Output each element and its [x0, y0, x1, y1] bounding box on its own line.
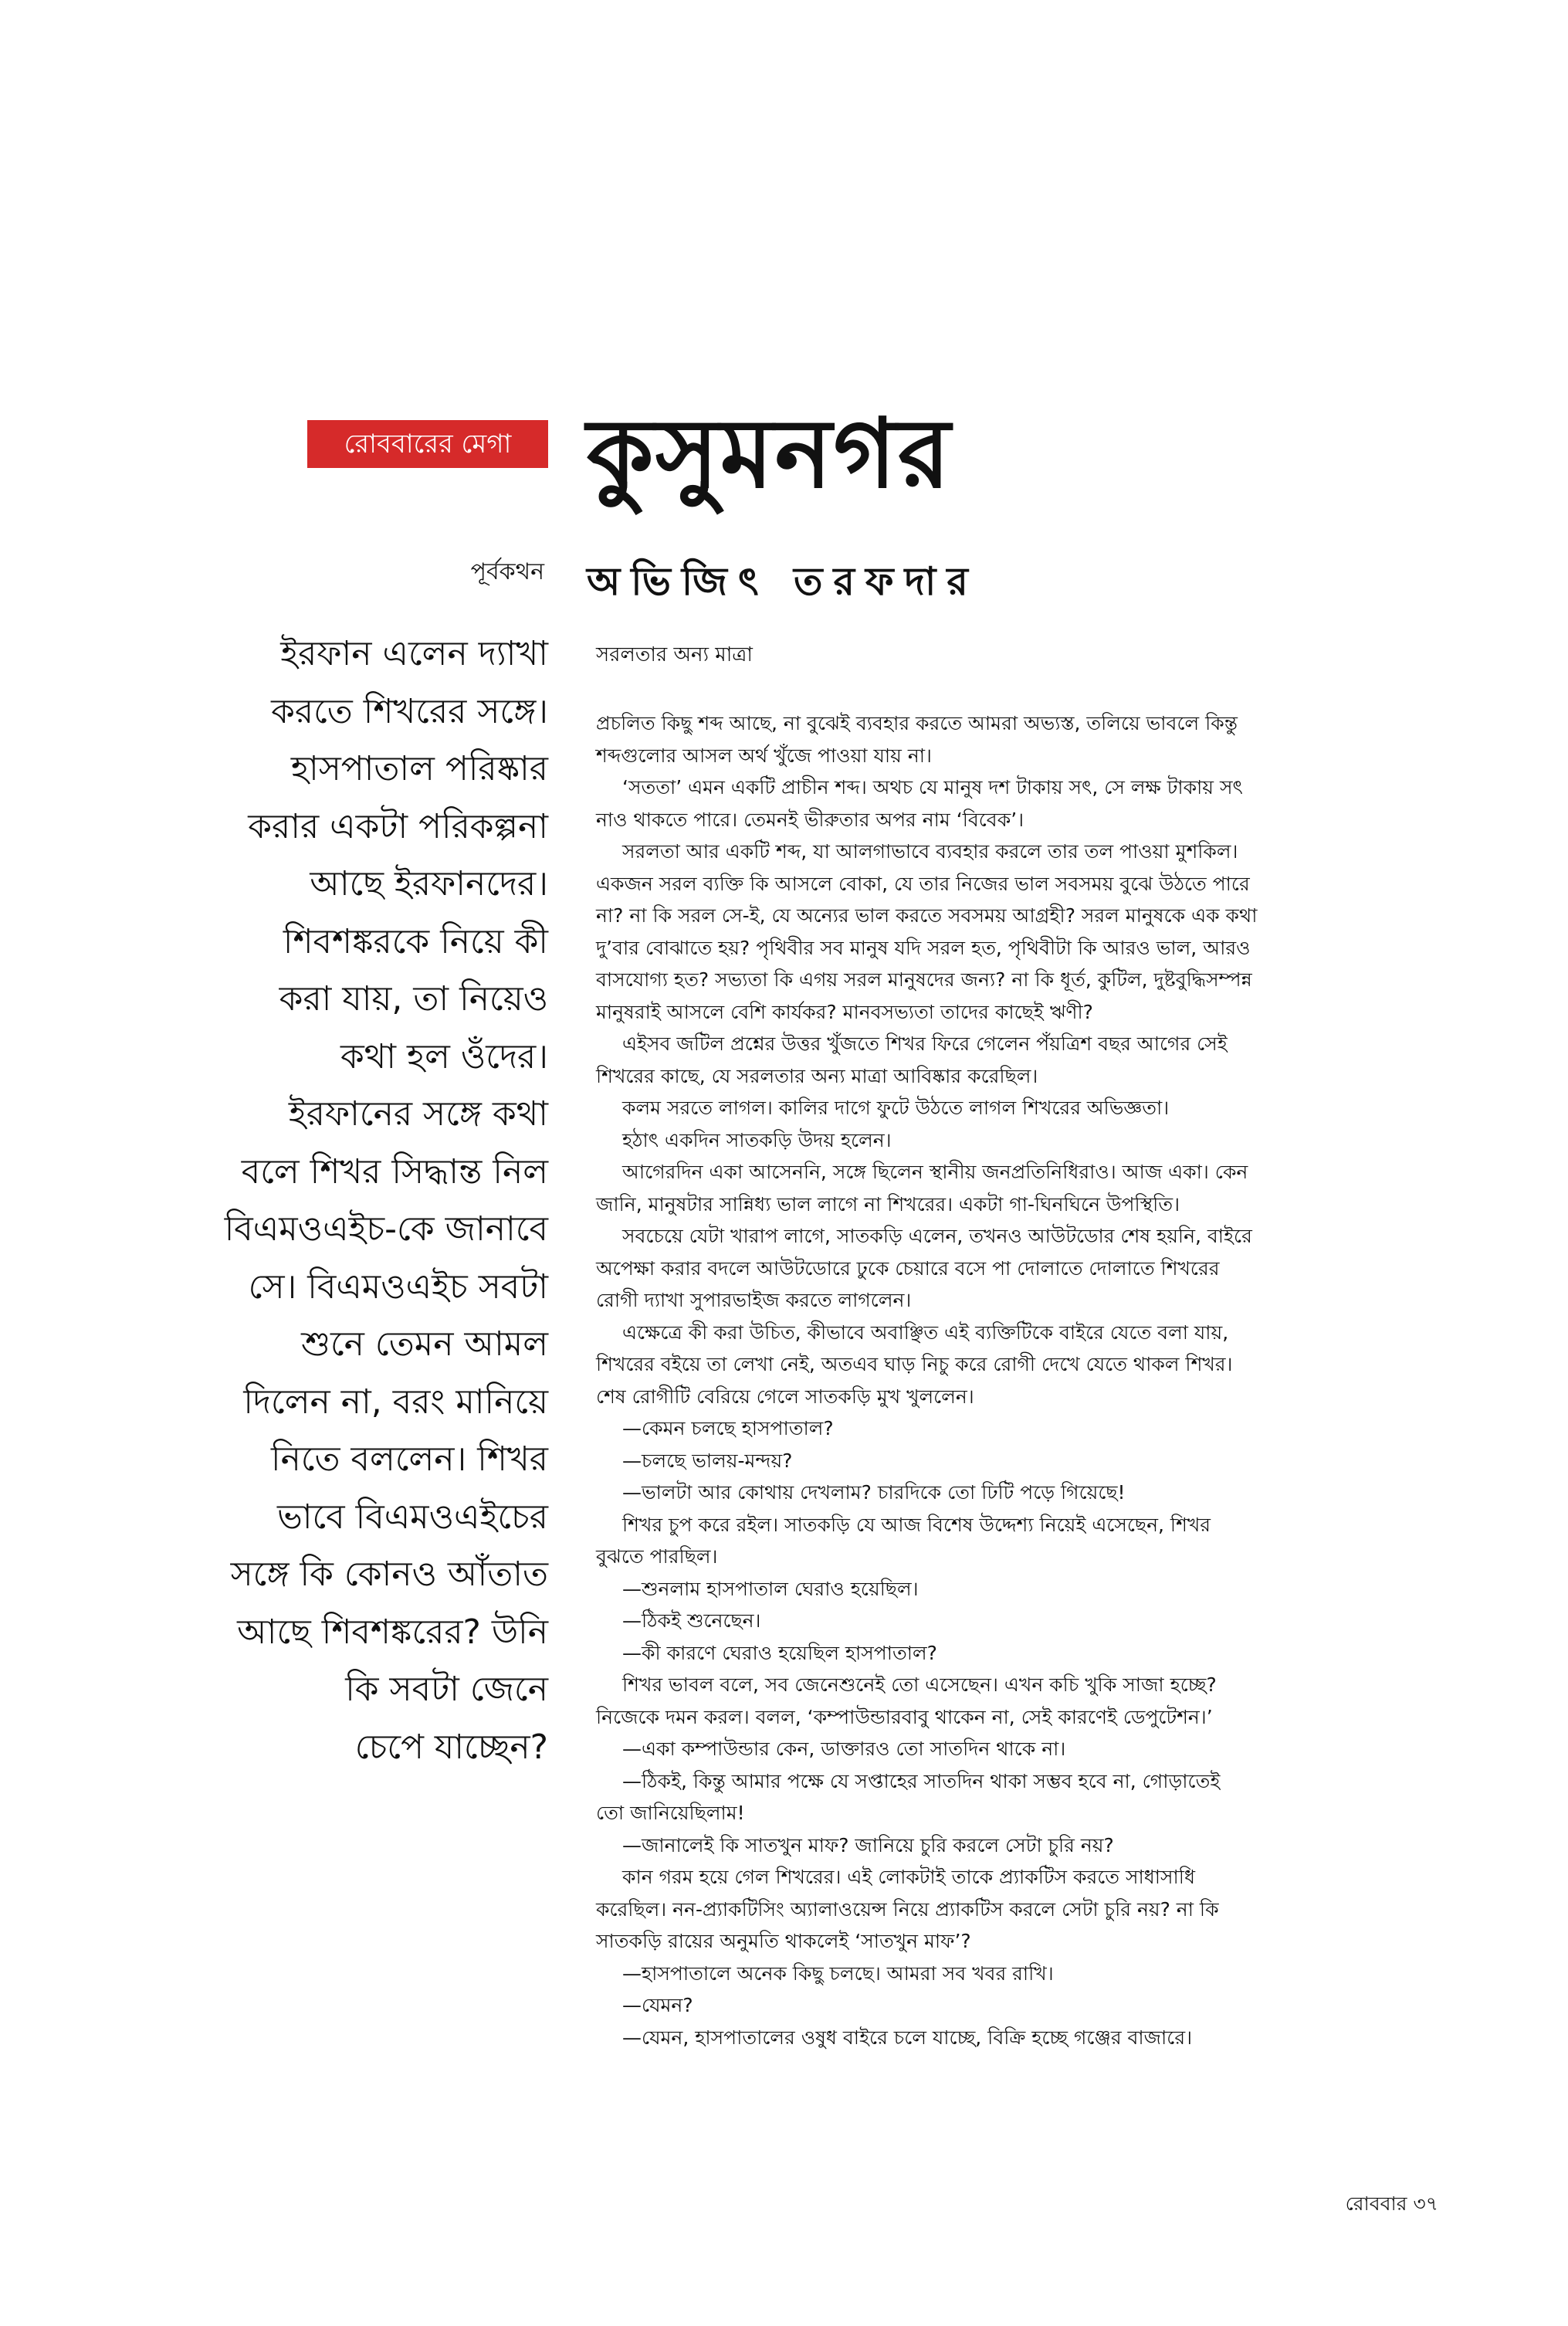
body-line: —শুনলাম হাসপাতাল ঘেরাও হয়েছিল।: [622, 1577, 919, 1600]
body-line: শিখর ভাবল বলে, সব জেনেশুনেই তো এসেছেন। এখন কচি খুকি সাজা হচ্ছে?: [622, 1673, 1217, 1696]
body-line: শিখরের কাছে, যে সরলতার অন্য মাত্রা আবিষ্কার করেছিল।: [596, 1064, 1038, 1087]
body-line: হঠাৎ একদিন সাতকড়ি উদয় হলেন।: [622, 1128, 892, 1151]
body-line: —চলছে ভালয়-মন্দয়?: [622, 1449, 793, 1472]
summary-line: কি সবটা জেনে: [345, 1670, 548, 1709]
body-line: অপেক্ষা করার বদলে আউটডোরে ঢুকে চেয়ারে বসে পা দোলাতে দোলাতে শিখরের: [596, 1256, 1220, 1280]
body-line: এইসব জটিল প্রশ্নের উত্তর খুঁজতে শিখর ফিরে গেলেন পঁয়ত্রিশ বছর আগের সেই: [622, 1032, 1228, 1055]
body-line: দু’বার বোঝাতে হয়? পৃথিবীর সব মানুষ যদি সরল হত, পৃথিবীটা কি আরও ভাল, আরও: [596, 936, 1251, 959]
summary-line: সঙ্গে কি কোনও আঁতাত: [230, 1555, 548, 1594]
body-line: নিজেকে দমন করল। বলল, ‘কম্পাউন্ডারবাবু থাকেন না, সেই কারণেই ডেপুটেশন।’: [596, 1705, 1213, 1728]
summary-line: দিলেন না, বরং মানিয়ে: [243, 1382, 548, 1422]
body-line: সরলতা আর একটি শব্দ, যা আলগাভাবে ব্যবহার করলে তার তল পাওয়া মুশকিল।: [622, 840, 1238, 863]
body-line: প্রচলিত কিছু শব্দ আছে, না বুঝেই ব্যবহার করতে আমরা অভ্যস্ত, তলিয়ে ভাবলে কিন্তু: [596, 712, 1238, 734]
summary-line: কথা হল ওঁদের।: [340, 1036, 548, 1077]
body-line: শব্দগুলোর আসল অর্থ খুঁজে পাওয়া যায় না।: [596, 744, 932, 767]
body-line: মানুষরাই আসলে বেশি কার্যকর? মানবসভ্যতা তাদের কাছেই ঋণী?: [596, 1000, 1093, 1023]
author-name: অভিজিৎ তরফদার: [587, 559, 979, 604]
body-line: কলম সরতে লাগল। কালির দাগে ফুটে উঠতে লাগল শিখরের অভিজ্ঞতা।: [622, 1097, 1170, 1119]
body-line: নাও থাকতে পারে। তেমনই ভীরুতার অপর নাম ‘বিবেক’।: [596, 808, 1024, 831]
summary-line: শিবশঙ্করকে নিয়ে কী: [283, 921, 548, 961]
page-number: রোববার ৩৭: [1345, 2192, 1438, 2215]
summary-line: বলে শিখর সিদ্ধান্ত নিল: [241, 1151, 548, 1192]
body-line: আগেরদিন একা আসেননি, সঙ্গে ছিলেন স্থানীয় জনপ্রতিনিধিরাও। আজ একা। কেন: [622, 1161, 1248, 1183]
section-heading: সরলতার অন্য মাত্রা: [596, 643, 753, 666]
body-line: —হাসপাতালে অনেক কিছু চলছে। আমরা সব খবর রাখি।: [622, 1962, 1054, 1985]
summary-line: করা যায়, তা নিয়েও: [279, 979, 548, 1019]
body-line: কান গরম হয়ে গেল শিখরের। এই লোকটাই তাকে প্র্যাকটিস করতে সাধাসাধি: [622, 1866, 1195, 1888]
body-line: —ঠিকই শুনেছেন।: [622, 1609, 761, 1632]
summary-line: ইরফান এলেন দ্যাখা: [280, 634, 548, 673]
body-line: শেষ রোগীটি বেরিয়ে গেলে সাতকড়ি মুখ খুললেন।: [596, 1385, 974, 1408]
summary-line: সে। বিএমওএইচ সবটা: [248, 1266, 548, 1307]
body-line: —ভালটা আর কোথায় দেখলাম? চারদিকে তো ঢিটি পড়ে গিয়েছে!: [622, 1481, 1126, 1504]
body-line: —ঠিকই, কিন্তু আমার পক্ষে যে সপ্তাহের সাতদিন থাকা সম্ভব হবে না, গোড়াতেই: [622, 1769, 1221, 1792]
body-line: —কেমন চলছে হাসপাতাল?: [622, 1417, 834, 1439]
body-line: শিখর চুপ করে রইল। সাতকড়ি যে আজ বিশেষ উদ্দেশ্য নিয়েই এসেছেন, শিখর: [622, 1513, 1211, 1536]
body-line: রোগী দ্যাখা সুপারভাইজ করতে লাগলেন।: [596, 1289, 912, 1311]
summary-line: বিএমওএইচ-কে জানাবে: [224, 1209, 548, 1249]
summary-line: শুনে তেমন আমল: [301, 1324, 548, 1364]
body-line: না? না কি সরল সে-ই, যে অন্যের ভাল করতে সবসময় আগ্রহী? সরল মানুষকে এক কথা: [596, 904, 1258, 927]
prelude-summary: [147, 626, 548, 1776]
summary-line: ভাবে বিএমওএইচের: [276, 1497, 548, 1537]
body-line: —একা কম্পাউন্ডার কেন, ডাক্তারও তো সাতদিন থাকে না।: [622, 1738, 1066, 1760]
section-badge: রোববারের মেগা: [307, 420, 548, 468]
body-line: এক্ষেত্রে কী করা উচিত, কীভাবে অবাঞ্ছিত এই ব্যক্তিটিকে বাইরে যেতে বলা যায়,: [622, 1321, 1229, 1344]
summary-line: নিতে বললেন। শিখর: [271, 1439, 548, 1479]
story-title: কুসুমনগর: [587, 398, 953, 510]
summary-line: ইরফানের সঙ্গে কথা: [288, 1094, 548, 1134]
body-line: —যেমন, হাসপাতালের ওষুধ বাইরে চলে যাচ্ছে, বিক্রি হচ্ছে গঞ্জের বাজারে।: [622, 2026, 1193, 2049]
body-line: একজন সরল ব্যক্তি কি আসলে বোকা, যে তার নিজের ভাল সবসময় বুঝে উঠতে পারে: [596, 872, 1250, 895]
body-line: করেছিল। নন-প্র্যাকটিসিং অ্যালাওয়েন্স নিয়ে প্র্যাকটিস করলে সেটা চুরি নয়? না কি: [596, 1897, 1219, 1921]
body-line: ‘সততা’ এমন একটি প্রাচীন শব্দ। অথচ যে মানুষ দশ টাকায় সৎ, সে লক্ষ টাকায় সৎ: [622, 776, 1243, 799]
summary-line: আছে ইরফানদের।: [310, 864, 548, 904]
summary-line: চেপে যাচ্ছেন?: [354, 1727, 548, 1767]
summary-line: হাসপাতাল পরিষ্কার: [290, 749, 548, 788]
body-line: —জানালেই কি সাতখুন মাফ? জানিয়ে চুরি করলে সেটা চুরি নয়?: [622, 1833, 1114, 1856]
body-line: —কী কারণে ঘেরাও হয়েছিল হাসপাতাল?: [622, 1641, 937, 1664]
summary-line: করতে শিখরের সঙ্গে।: [271, 691, 548, 731]
prelude-label: পূর্বকথন: [470, 558, 544, 585]
body-line: বুঝতে পারছিল।: [596, 1545, 718, 1568]
summary-line: করার একটা পরিকল্পনা: [248, 806, 548, 846]
body-line: —যেমন?: [622, 1994, 693, 2016]
article-body: [596, 707, 1430, 2053]
summary-line: আছে শিবশঙ্করের? উনি: [237, 1612, 548, 1652]
body-line: সাতকড়ি রায়ের অনুমতি থাকলেই ‘সাতখুন মাফ’?: [596, 1930, 971, 1952]
article-column: [596, 639, 1430, 2053]
body-line: বাসযোগ্য হত? সভ্যতা কি এগয় সরল মানুষদের জন্য? না কি ধূর্ত, কুটিল, দুষ্টবুদ্ধিসম্পন্ন: [596, 968, 1252, 991]
body-line: জানি, মানুষটার সান্নিধ্য ভাল লাগে না শিখরের। একটা গা-ঘিনঘিনে উপস্থিতি।: [596, 1192, 1180, 1216]
body-line: শিখরের বইয়ে তা লেখা নেই, অতএব ঘাড় নিচু করে রোগী দেখে যেতে থাকল শিখর।: [596, 1353, 1233, 1375]
body-line: তো জানিয়েছিলাম!: [596, 1802, 745, 1824]
body-line: সবচেয়ে যেটা খারাপ লাগে, সাতকড়ি এলেন, তখনও আউটডোর শেষ হয়নি, বাইরে: [622, 1225, 1252, 1247]
